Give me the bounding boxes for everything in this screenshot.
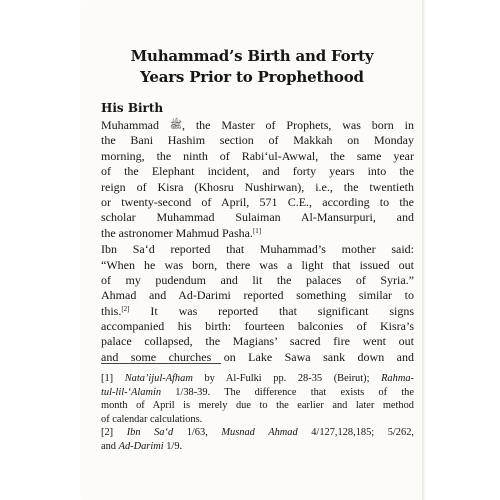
text-line: or twenty-second of April, 571 C.E., according to the	[101, 194, 414, 209]
chapter-title	[82, 46, 422, 88]
text-line: palace collapsed, the Magians’ sacred fire went out	[101, 334, 414, 349]
text-line: and some churches on Lake Sawa sank down and	[101, 349, 414, 364]
footnotes	[101, 372, 414, 454]
text-line: the Bani Hashim section of Makkah on Monday	[101, 133, 414, 148]
chapter-title-line-1: Muhammad’s Birth and Forty	[130, 47, 374, 65]
section-heading: His Birth	[101, 101, 164, 115]
paragraph	[101, 242, 414, 365]
text-line: the astronomer Mahmud Pasha.[1]	[101, 225, 262, 240]
text-line: Ibn Sa‘d reported that Muhammad’s mother said:	[101, 242, 414, 257]
text-line: of my pudendum and lit the palaces of Syria.”	[101, 272, 414, 287]
chapter-title-line-2: Years Prior to Prophethood	[140, 68, 364, 86]
footnote-2	[101, 426, 414, 453]
text-line: morning, the ninth of Rabi‘ul-Awwal, the same year	[101, 148, 414, 163]
text-line: reign of Kisra (Khosru Nushirwan), i.e., the twentieth	[101, 179, 414, 194]
text-line: Muhammad ﷺ, the Master of Prophets, was born in	[101, 118, 414, 132]
paragraph	[101, 118, 414, 241]
footnote-ref-1: [1]	[252, 226, 262, 235]
footnote-line: [2] Ibn Sa‘d 1/63, Musnad Ahmad 4/127,128,185; 5/262,	[101, 427, 414, 439]
text-line: this.[2] It was reported that significant signs	[101, 303, 414, 318]
footnote-line: month of April is merely due to the earlier and later method	[101, 400, 414, 412]
text-line: scholar Muhammad Sulaiman Al-Mansurpuri, and	[101, 210, 414, 225]
book-page	[82, 0, 422, 500]
footnote-line: [1] Nata’ijul-Afham by Al-Fulki pp. 28-35 (Beirut); Rahma-	[101, 373, 414, 384]
footnote-1	[101, 372, 414, 426]
footnote-line: of calendar calculations.	[101, 413, 203, 425]
footnote-divider	[101, 363, 221, 364]
footnote-line: tul-lil-‘Alamin 1/38-39. The difference that exists of the	[101, 386, 414, 398]
text-line: Ahmad and Ad-Darimi reported something similar to	[101, 288, 414, 303]
footnote-line: and Ad-Darimi 1/9.	[101, 440, 183, 452]
body-text	[101, 118, 414, 365]
text-line: “When he was born, there was a light that issued out	[101, 257, 414, 272]
footnote-ref-2: [2]	[121, 304, 130, 313]
text-line: of the Elephant incident, and forty years into the	[101, 164, 414, 179]
text-line: accompanied his birth: fourteen balconies of Kisra’s	[101, 319, 414, 334]
salutation-glyph: ﷺ	[169, 120, 182, 131]
